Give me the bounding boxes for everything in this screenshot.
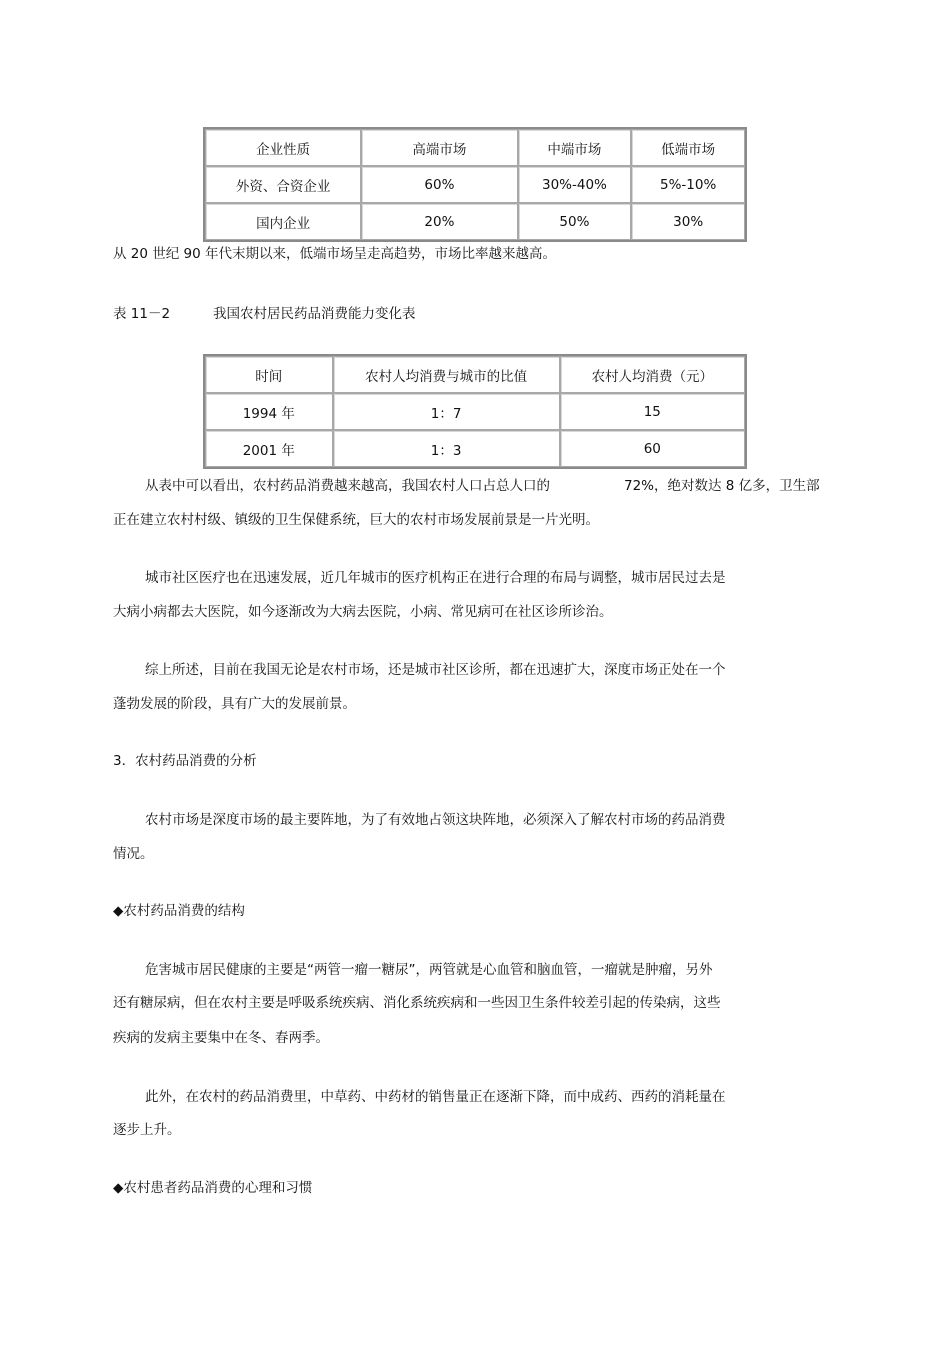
paragraph-line: 逐步上升。	[113, 1122, 181, 1138]
table-cell: 1：7	[333, 393, 560, 430]
paragraph-line: 从表中可以看出，农村药品消费越来越高，我国农村人口占总人口的	[145, 478, 550, 494]
table-caption-number: 表 11－2	[113, 306, 171, 322]
table-header-cell: 农村人均消费（元）	[560, 356, 745, 393]
table-cell: 1：3	[333, 430, 560, 467]
paragraph-line: 危害城市居民健康的主要是“两管一瘤一糖尿”，两管就是心血管和脑血管，一瘤就是肿瘤，另外	[145, 962, 713, 978]
bullet-heading: ◆农村患者药品消费的心理和习惯	[113, 1180, 313, 1196]
paragraph-line: 还有糖尿病，但在农村主要是呼吸系统疾病、消化系统疾病和一些因卫生条件较差引起的传染病，这些	[113, 995, 721, 1011]
table-cell: 20%	[361, 203, 517, 240]
paragraph-line: 城市社区医疗也在迅速发展，近几年城市的医疗机构正在进行合理的布局与调整，城市居民过去是	[145, 570, 726, 586]
market-share-table	[203, 127, 747, 242]
table-header-cell: 高端市场	[361, 129, 517, 166]
paragraph-line: 大病小病都去大医院，如今逐渐改为大病去医院，小病、常见病可在社区诊所诊治。	[113, 604, 613, 620]
bullet-heading: ◆农村药品消费的结构	[113, 903, 245, 919]
table-row	[205, 393, 745, 430]
table-cell: 15	[560, 393, 745, 430]
table-row	[205, 203, 745, 240]
table-cell: 30%	[631, 203, 745, 240]
table-header-cell: 企业性质	[205, 129, 361, 166]
paragraph-line: 疾病的发病主要集中在冬、春两季。	[113, 1030, 329, 1046]
table-header-cell: 低端市场	[631, 129, 745, 166]
table-cell: 60	[560, 430, 745, 467]
paragraph-line: 综上所述，目前在我国无论是农村市场，还是城市社区诊所，都在迅速扩大，深度市场正处在一个	[145, 662, 726, 678]
table-cell: 5%-10%	[631, 166, 745, 203]
table-cell: 1994 年	[205, 393, 333, 430]
paragraph-line: 农村市场是深度市场的最主要阵地，为了有效地占领这块阵地，必须深入了解农村市场的药品消费	[145, 812, 726, 828]
table-cell: 50%	[518, 203, 632, 240]
paragraph-line: 正在建立农村村级、镇级的卫生保健系统，巨大的农村市场发展前景是一片光明。	[113, 512, 599, 528]
table-header-row	[205, 129, 745, 166]
table-cell: 外资、合资企业	[205, 166, 361, 203]
table-note: 从 20 世纪 90 年代末期以来，低端市场呈走高趋势，市场比率越来越高。	[113, 246, 557, 262]
paragraph-line: 蓬勃发展的阶段，具有广大的发展前景。	[113, 696, 356, 712]
table-header-row	[205, 356, 745, 393]
paragraph-line: 72%，绝对数达 8 亿多，卫生部	[624, 478, 820, 494]
paragraph-line: 此外，在农村的药品消费里，中草药、中药材的销售量正在逐渐下降，而中成药、西药的消耗量在	[145, 1089, 726, 1105]
table-row	[205, 430, 745, 467]
table-row	[205, 166, 745, 203]
table-header-cell: 中端市场	[518, 129, 632, 166]
table-cell: 60%	[361, 166, 517, 203]
table-caption-title: 我国农村居民药品消费能力变化表	[213, 306, 416, 322]
table-cell: 2001 年	[205, 430, 333, 467]
table-header-cell: 农村人均消费与城市的比值	[333, 356, 560, 393]
rural-consumption-table	[203, 354, 747, 469]
table-cell: 国内企业	[205, 203, 361, 240]
table-cell: 30%-40%	[518, 166, 632, 203]
section-heading: 3．农村药品消费的分析	[113, 753, 257, 769]
paragraph-line: 情况。	[113, 846, 154, 862]
table-header-cell: 时间	[205, 356, 333, 393]
